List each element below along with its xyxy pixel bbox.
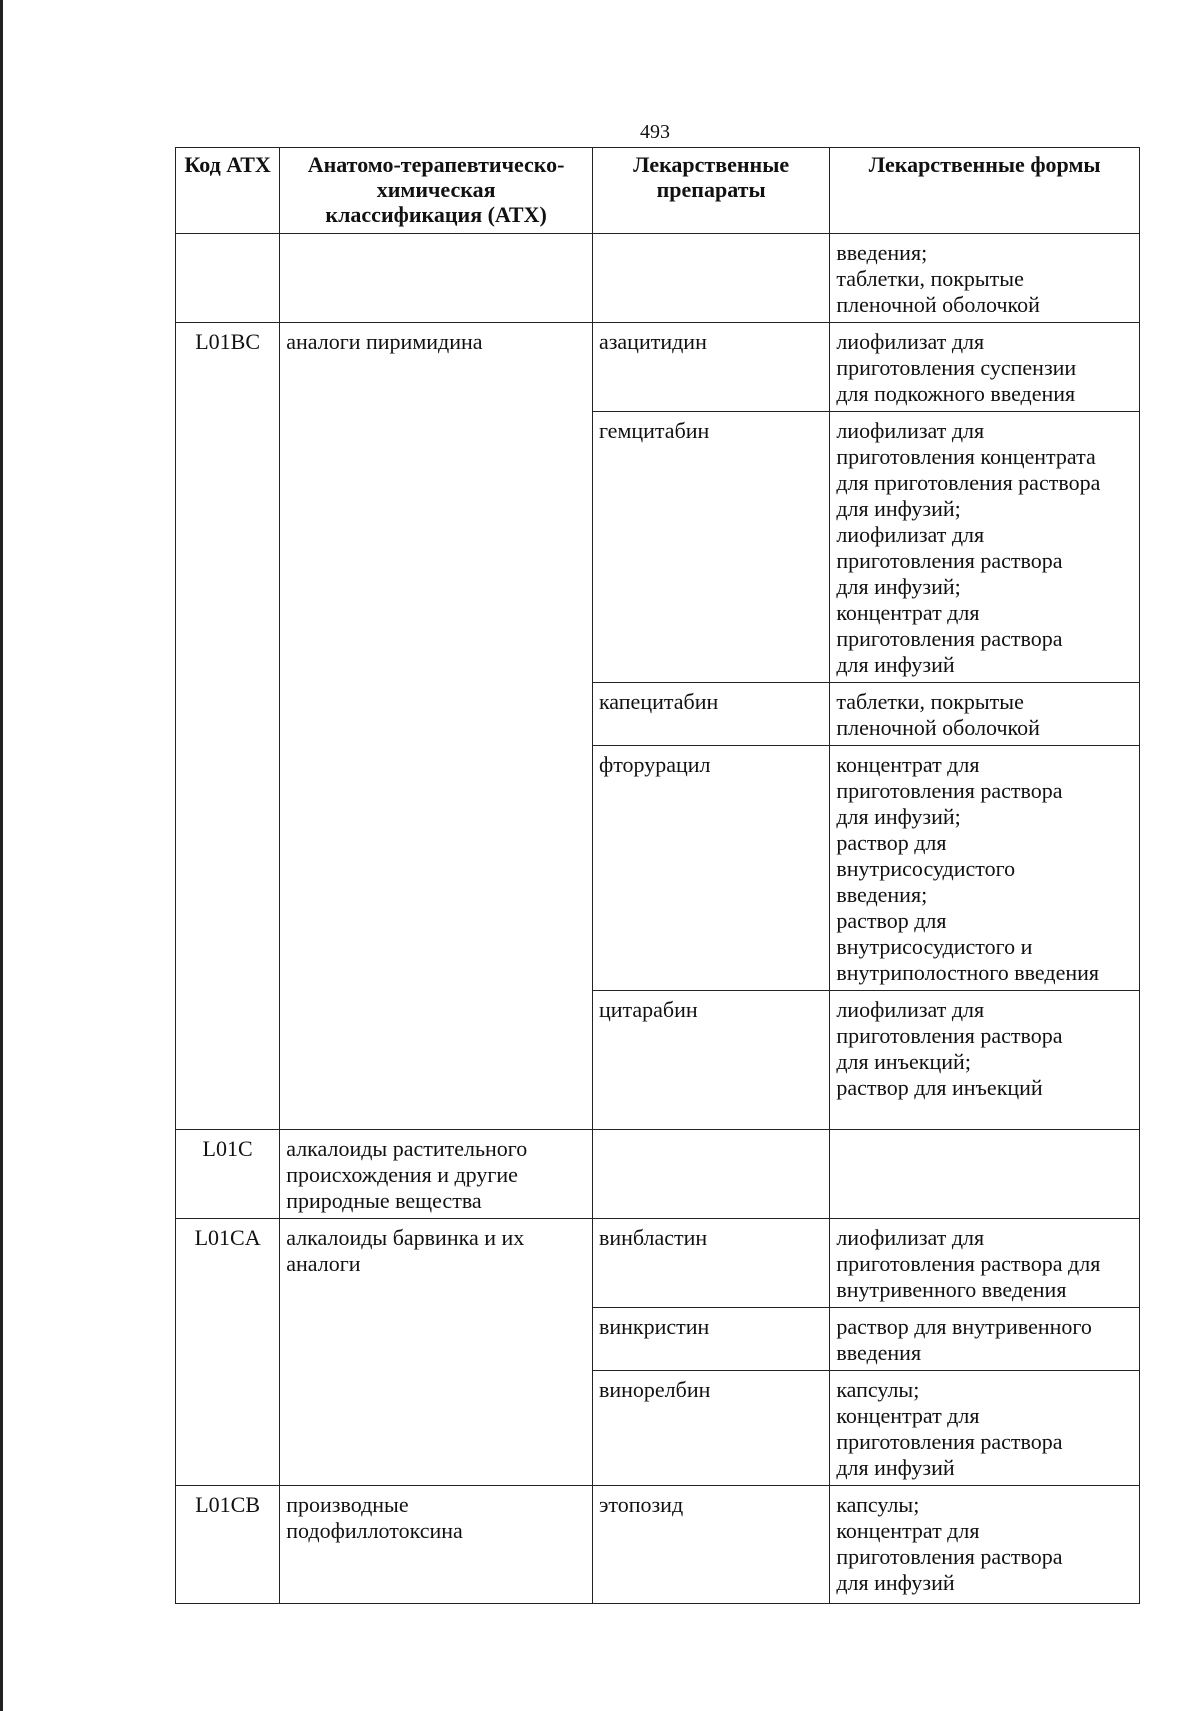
dosage-forms: лиофилизат для приготовления раствора для инъекций; раствор для инъекций	[830, 991, 1140, 1130]
dosage-forms: лиофилизат для приготовления концентрата для приготовления раствора для инфузий; лиофилизат для приготовления раствора для инфузий; концентрат для приготовления раствора для инфузий	[830, 412, 1140, 683]
header-classification: Анатомо-терапевтическо- химическая классификация (АТХ)	[280, 148, 593, 234]
table-row	[176, 1130, 1140, 1219]
dosage-forms: таблетки, покрытые пленочной оболочкой	[830, 683, 1140, 746]
table-row	[176, 1486, 1140, 1604]
table-row	[176, 1219, 1140, 1308]
header-forms: Лекарственные формы	[830, 148, 1140, 234]
atx-code: L01CA	[176, 1219, 280, 1486]
atx-group	[280, 234, 593, 323]
drug-name: винбластин	[592, 1219, 829, 1308]
dosage-forms: капсулы; концентрат для приготовления раствора для инфузий	[830, 1486, 1140, 1604]
atx-code: L01CB	[176, 1486, 280, 1604]
dosage-forms: введения; таблетки, покрытые пленочной оболочкой	[830, 234, 1140, 323]
drug-name: фторурацил	[592, 746, 829, 991]
table-header-row	[176, 148, 1140, 234]
atx-group: производные подофиллотоксина	[280, 1486, 593, 1604]
drug-name	[592, 1130, 829, 1219]
drug-name: гемцитабин	[592, 412, 829, 683]
drug-name: капецитабин	[592, 683, 829, 746]
header-code: Код АТХ	[176, 148, 280, 234]
drug-name: винкристин	[592, 1308, 829, 1371]
dosage-forms: капсулы; концентрат для приготовления раствора для инфузий	[830, 1371, 1140, 1486]
table-row	[176, 323, 1140, 412]
dosage-forms: раствор для внутривенного введения	[830, 1308, 1140, 1371]
drug-name: этопозид	[592, 1486, 829, 1604]
atx-group: алкалоиды барвинка и их аналоги	[280, 1219, 593, 1486]
drug-name: азацитидин	[592, 323, 829, 412]
dosage-forms	[830, 1130, 1140, 1219]
drug-name: цитарабин	[592, 991, 829, 1130]
dosage-forms: лиофилизат для приготовления суспензии для подкожного введения	[830, 323, 1140, 412]
atx-group: аналоги пиримидина	[280, 323, 593, 1130]
atx-code: L01BC	[176, 323, 280, 1130]
page-number: 493	[640, 121, 670, 143]
dosage-forms: концентрат для приготовления раствора для инфузий; раствор для внутрисосудистого введения; раствор для внутрисосудистого и внутриполостного введения	[830, 746, 1140, 991]
atx-code	[176, 234, 280, 323]
atx-group: алкалоиды растительного происхождения и другие природные вещества	[280, 1130, 593, 1219]
atx-table	[175, 147, 1140, 1604]
page-left-edge	[0, 0, 3, 1711]
drug-name: винорелбин	[592, 1371, 829, 1486]
header-drugs: Лекарственные препараты	[592, 148, 829, 234]
table-row	[176, 234, 1140, 323]
drug-name	[592, 234, 829, 323]
dosage-forms: лиофилизат для приготовления раствора для внутривенного введения	[830, 1219, 1140, 1308]
atx-code: L01C	[176, 1130, 280, 1219]
